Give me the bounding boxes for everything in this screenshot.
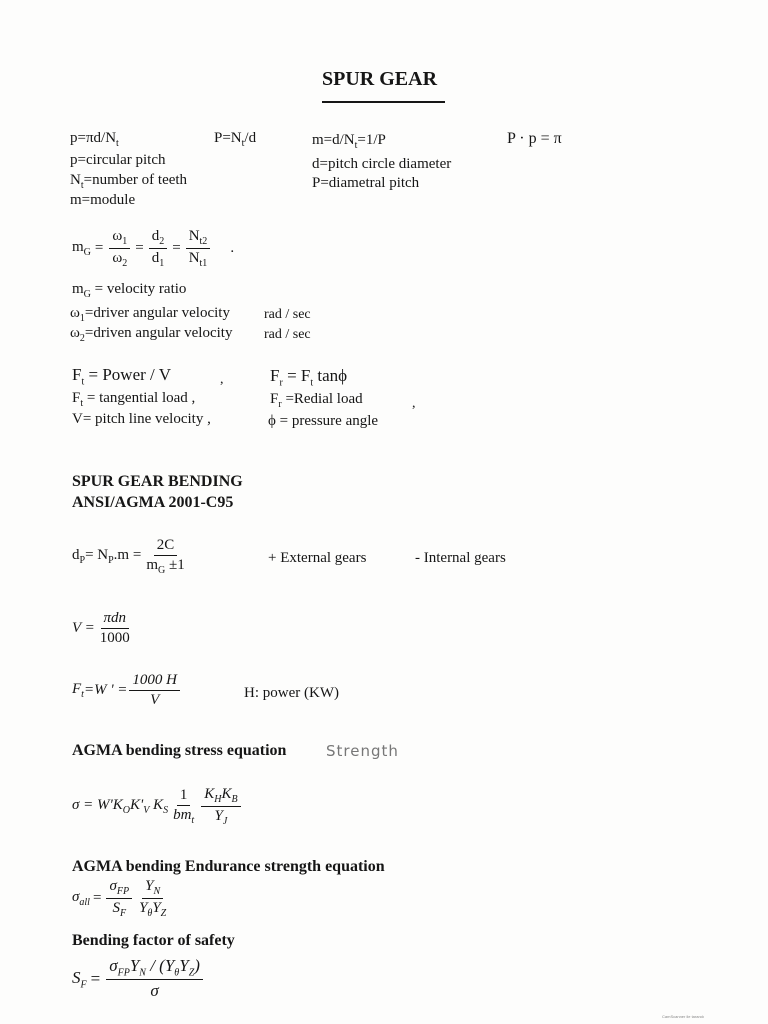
eq-bending-stress: $\sigma = W'K_OK'_V$ $K_S$ $\frac{1}{bm_t}$ $\frac{K_HK_B}{Y_J}$ (72, 786, 243, 827)
page-title: SPUR GEAR (322, 68, 438, 90)
def-number-of-teeth: $N_t=number$ of teeth (70, 172, 188, 191)
heading-bending-factor-of-safety: Bending factor of safety (72, 932, 235, 949)
comma-1: , (220, 372, 224, 387)
def-radial-load: $F_r$ =Redial load (270, 391, 363, 410)
note-power-kw: H: power (KW) (244, 685, 339, 701)
heading-agma-endurance: AGMA bending Endurance strength equation (72, 858, 385, 875)
def-pitch-line-velocity: V= pitch line velocity , (72, 411, 211, 427)
heading-ansi-agma: ANSI/AGMA 2001-C95 (72, 494, 234, 511)
eq-allowable-stress: $\sigma_{all}$ = $\frac{\sigma_{FP}}{S_F}$ $\frac{Y_N}{Y_\theta Y_Z}$ (72, 878, 167, 919)
eq-pitch-line-velocity: V = $\frac{\text{πdn}}{1000}$ (72, 610, 130, 646)
def-driver-angular-velocity: $\omega_1=driver$ angular velocity (70, 305, 230, 324)
def-tangential-load: $F_t$ = tangential load , (72, 390, 196, 409)
unit-rad-sec-1: rad / sec (264, 307, 311, 322)
def-pressure-angle: ϕ = pressure angle (268, 413, 379, 429)
eq-velocity-ratio: $m_G$ = $\frac{\omega_1}{\omega_2}$ = $\frac{d_2}{d_1}$ = $\frac{N_{t2}}{N_{t1}}$ . (72, 228, 235, 269)
def-module: m=module (70, 192, 136, 208)
eq-pitch-product: P · p = π (507, 130, 562, 147)
def-pitch-circle-diameter: d=pitch circle diameter (312, 156, 452, 172)
scanner-watermark: CamScanner ile tarandı (662, 1014, 705, 1019)
note-internal-gears: - Internal gears (415, 550, 506, 566)
def-velocity-ratio: $m_G$ = velocity ratio (72, 281, 187, 300)
eq-factor-of-safety: $S_F$ = $\frac{\sigma_{FP}Y_N / (Y_\theta Y_Z)}{\sigma}$ (72, 956, 205, 1001)
unit-rad-sec-2: rad / sec (264, 327, 311, 342)
title-underline (322, 101, 445, 103)
def-diametral-pitch: P=diametral pitch (312, 175, 420, 191)
comma-2: , (412, 396, 416, 411)
note-external-gears: + External gears (268, 550, 367, 566)
eq-circular-pitch: $p=\pi d/N_t$ (70, 130, 119, 149)
eq-transmitted-load: $F_t$ =W ' = $\frac{1000 H}{V}$ (72, 672, 182, 709)
eq-module: $m=d/N_t=1/P$ (312, 132, 386, 151)
eq-tangential-force: $F_t$ = Power / V (72, 365, 171, 388)
eq-diametral-pitch: $P=N_t/d$ (214, 130, 257, 149)
def-driven-angular-velocity: $\omega_2=driven$ angular velocity (70, 325, 233, 344)
eq-pitch-diameter: $d_P$ = $N_P.m$ = $\frac{2C}{m_G \pm 1}$ (72, 537, 185, 576)
eq-radial-force: $F_r = F_t$ tanϕ (270, 366, 348, 389)
heading-agma-bending-stress: AGMA bending stress equation (72, 742, 287, 759)
heading-spur-gear-bending: SPUR GEAR BENDING (72, 473, 243, 490)
handwritten-strength: Strength (326, 742, 399, 760)
def-circular-pitch: p=circular pitch (70, 152, 166, 168)
